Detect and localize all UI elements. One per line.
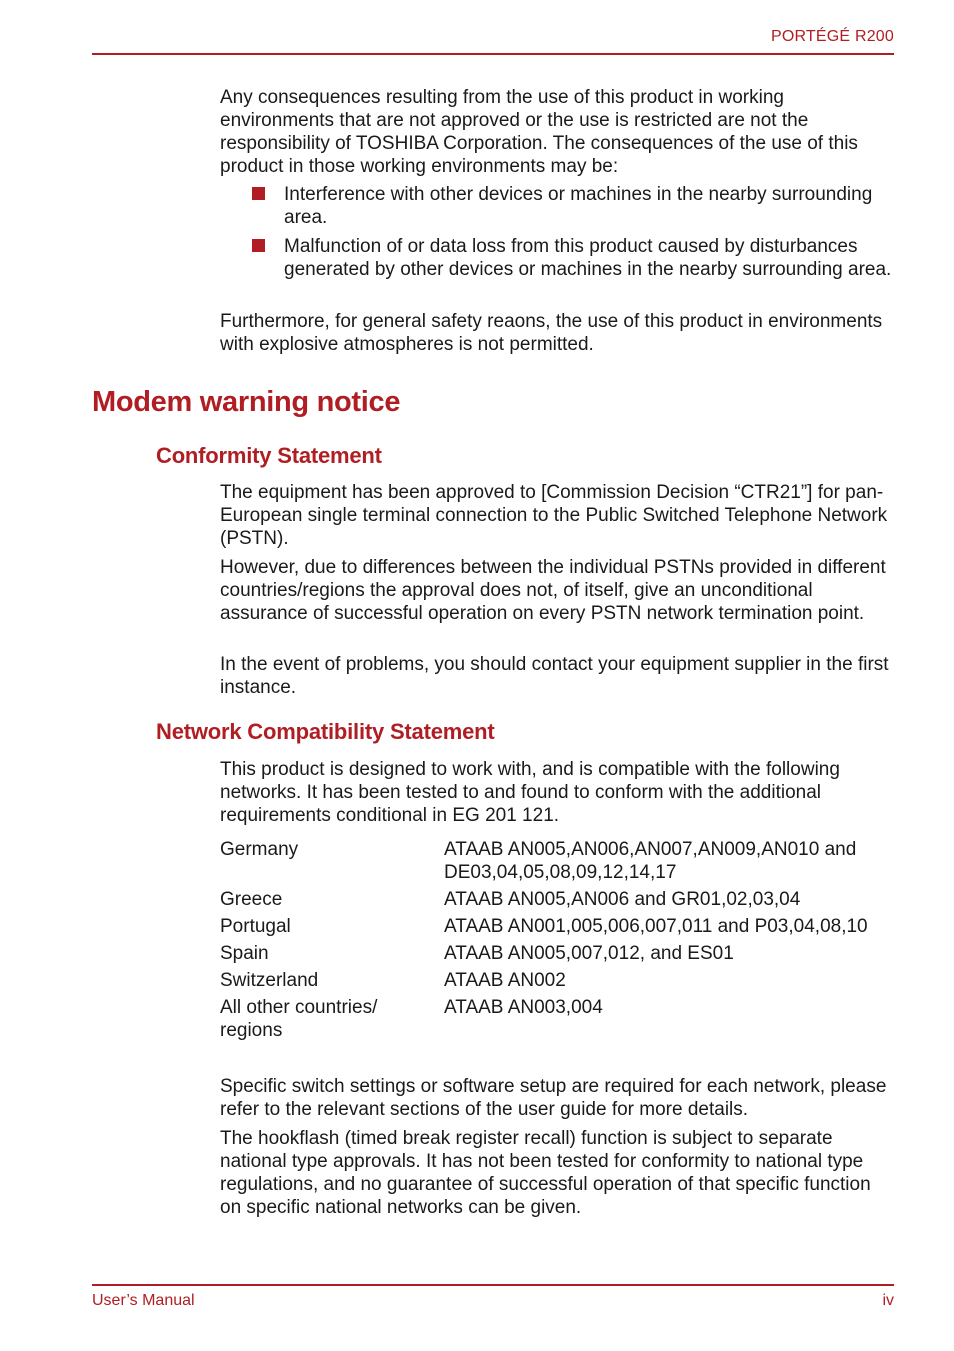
table-row — [220, 942, 896, 965]
network-after-paragraph: The hookflash (timed break register recall) function is subject to separate national type approvals. It has not been tested for conformity to national type regulations, and no guarantee of successful operation of that specific function on specific national networks can be given. — [220, 1128, 871, 1218]
country-cell: Germany — [220, 839, 299, 860]
network-after-paragraph: Specific switch settings or software setup are required for each network, please refer to the relevant sections of the user guide for more details. — [220, 1076, 887, 1120]
table-row — [220, 969, 896, 992]
intro-paragraph: Any consequences resulting from the use of this product in working environments that are not approved or the use is restricted are not the responsibility of TOSHIBA Corporation. The consequences of the use of this product in those working environments may be: — [220, 87, 858, 177]
standard-cell: ATAAB AN003,004 — [444, 997, 603, 1018]
standard-cell: ATAAB AN005,AN006,AN007,AN009,AN010 and DE03,04,05,08,09,12,14,17 — [444, 839, 857, 883]
country-cell: Greece — [220, 889, 283, 910]
country-cell: Spain — [220, 943, 269, 964]
standard-cell: ATAAB AN001,005,006,007,011 and P03,04,08,10 — [444, 916, 868, 937]
conformity-heading: Conformity Statement — [156, 443, 382, 468]
page-number: iv — [882, 1292, 894, 1309]
bullet-square-icon — [252, 187, 265, 200]
footer-rule — [92, 1284, 894, 1286]
country-cell: All other countries/ regions — [220, 997, 378, 1041]
intro-closing: Furthermore, for general safety reaons, the use of this product in environments with explosive atmospheres is not permitted. — [220, 311, 883, 355]
network-heading: Network Compatibility Statement — [156, 719, 495, 744]
intro-bullet — [252, 183, 896, 229]
header-rule — [92, 53, 894, 55]
bullet-text: Malfunction of or data loss from this product caused by disturbances generated by other devices or machines in the nearby surrounding area. — [284, 236, 892, 280]
footer-manual-label: User’s Manual — [92, 1292, 195, 1309]
header-title: PORTÉGÉ R200 — [770, 28, 894, 45]
section-title: Modem warning notice — [92, 386, 401, 418]
table-row — [220, 915, 896, 938]
network-intro: This product is designed to work with, and is compatible with the following networks. It has been tested to and found to conform with the additional requirements conditional in EG 201 121. — [220, 759, 840, 826]
table-row — [220, 838, 896, 884]
bullet-square-icon — [252, 239, 265, 252]
conformity-paragraph: However, due to differences between the individual PSTNs provided in different countries/regions the approval does not, of itself, give an unconditional assurance of successful operation on every PSTN network termination point. — [220, 557, 886, 624]
country-cell: Switzerland — [220, 970, 319, 991]
standard-cell: ATAAB AN005,AN006 and GR01,02,03,04 — [444, 889, 801, 910]
standard-cell: ATAAB AN005,007,012, and ES01 — [444, 943, 734, 964]
conformity-paragraph: The equipment has been approved to [Commission Decision “CTR21”] for pan-European single terminal connection to the Public Switched Telephone Network (PSTN). — [220, 482, 888, 549]
standard-cell: ATAAB AN002 — [444, 970, 566, 991]
bullet-text: Interference with other devices or machines in the nearby surrounding area. — [284, 184, 873, 228]
conformity-paragraph: In the event of problems, you should contact your equipment supplier in the first instance. — [220, 654, 889, 698]
table-row — [220, 888, 896, 911]
network-table — [220, 838, 896, 1046]
intro-bullet — [252, 235, 896, 281]
country-cell: Portugal — [220, 916, 291, 937]
table-row — [220, 996, 896, 1042]
